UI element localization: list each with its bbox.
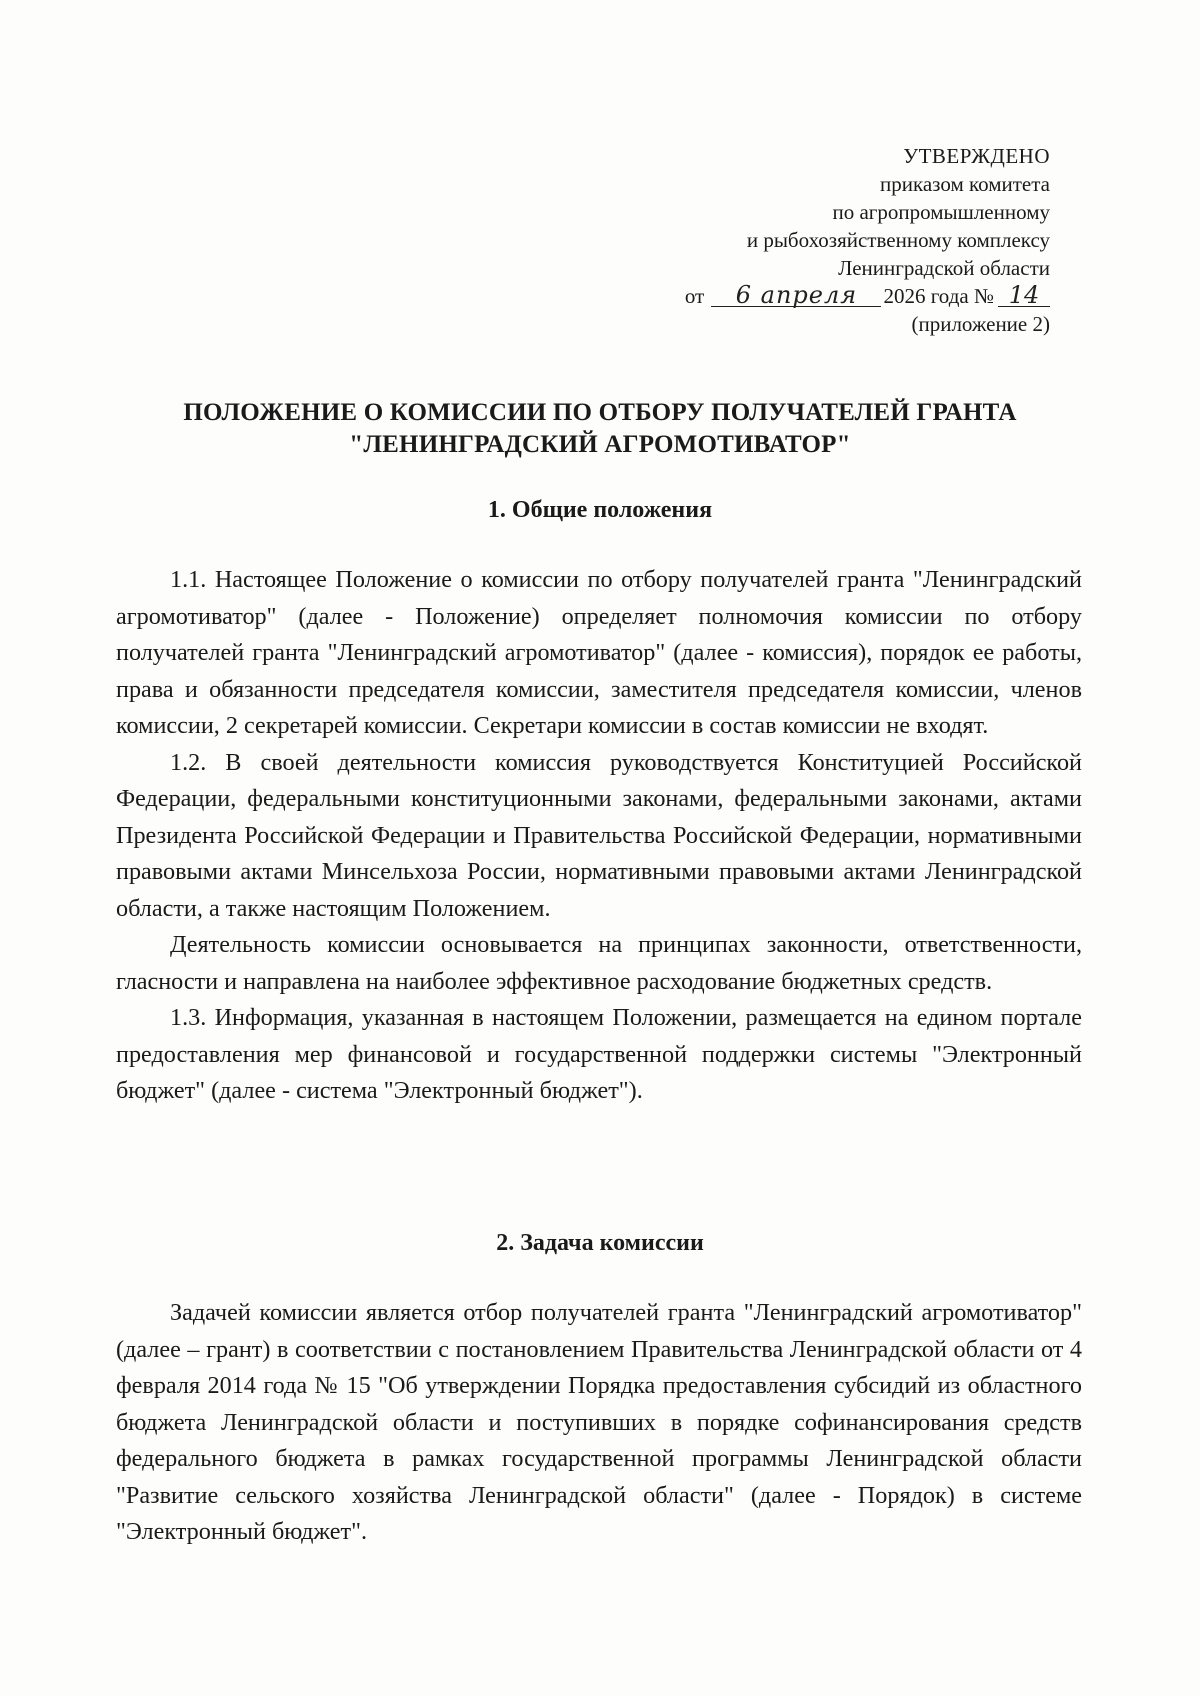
section-2-body	[116, 1295, 1082, 1551]
approval-appendix: (приложение 2)	[911, 312, 1050, 336]
approval-line-3: и рыбохозяйственному комплексу	[746, 228, 1050, 252]
document-title-line-2: "ЛЕНИНГРАДСКИЙ АГРОМОТИВАТОР"	[349, 431, 851, 458]
approval-line-2: по агропромышленному	[832, 200, 1050, 224]
approval-date-suffix: 2026 года №	[883, 284, 994, 308]
approval-date-prefix: от	[684, 284, 705, 308]
section-1-body	[116, 562, 1082, 1110]
paragraph-1-2: 1.2. В своей деятельности комиссия руководствуется Конституцией Российской Федерации, федеральными конституционными законами, федеральными законами, актами Президента Российской Федерации и Правительства Российской Федерации, нормативными правовыми актами Минсельхоза России, нормативными правовыми актами Ленинградской области, а также настоящим Положением.	[116, 748, 1082, 922]
section-2-heading: 2. Задача комиссии	[496, 1230, 704, 1256]
paragraph-1-1: 1.1. Настоящее Положение о комиссии по отбору получателей гранта "Ленинградский агромотиватор" (далее - Положение) определяет полномочия комиссии по отбору получателей гранта "Ленинградский агромотиватор" (далее - комиссия), порядок ее работы, права и обязанности председателя комиссии, заместителя председателя комиссии, членов комиссии, 2 секретарей комиссии. Секретари комиссии в состав комиссии не входят.	[116, 566, 1082, 739]
document-title	[100, 397, 1100, 461]
paragraph-1-3: 1.3. Информация, указанная в настоящем Положении, размещается на едином портале предоставления мер финансовой и государственной поддержки системы "Электронный бюджет" (далее - система "Электронный бюджет").	[116, 1004, 1082, 1104]
handwritten-date: 6 апреля	[711, 284, 881, 307]
document-title-line-1: ПОЛОЖЕНИЕ О КОМИССИИ ПО ОТБОРУ ПОЛУЧАТЕЛЕЙ ГРАНТА	[183, 399, 1017, 426]
approval-heading: УТВЕРЖДЕНО	[903, 144, 1050, 168]
approval-date-line	[685, 282, 1050, 310]
handwritten-order-number: 14	[998, 284, 1050, 307]
approval-block	[685, 142, 1050, 338]
approval-line-1: приказом комитета	[879, 172, 1050, 196]
paragraph-2-1: Задачей комиссии является отбор получателей гранта "Ленинградский агромотиватор" (далее – грант) в соответствии с постановлением Правительства Ленинградской области от 4 февраля 2014 года № 15 "Об утверждении Порядка предоставления субсидий из областного бюджета Ленинградской области и поступивших в порядке софинансирования средств федерального бюджета в рамках государственной программы Ленинградской области "Развитие сельского хозяйства Ленинградской области" (далее - Порядок) в системе "Электронный бюджет".	[116, 1299, 1082, 1545]
paragraph-1-2-cont: Деятельность комиссии основывается на принципах законности, ответственности, гласности и направлена на наиболее эффективное расходование бюджетных средств.	[116, 931, 1082, 995]
approval-line-4: Ленинградской области	[838, 256, 1050, 280]
section-1-heading: 1. Общие положения	[487, 497, 713, 523]
